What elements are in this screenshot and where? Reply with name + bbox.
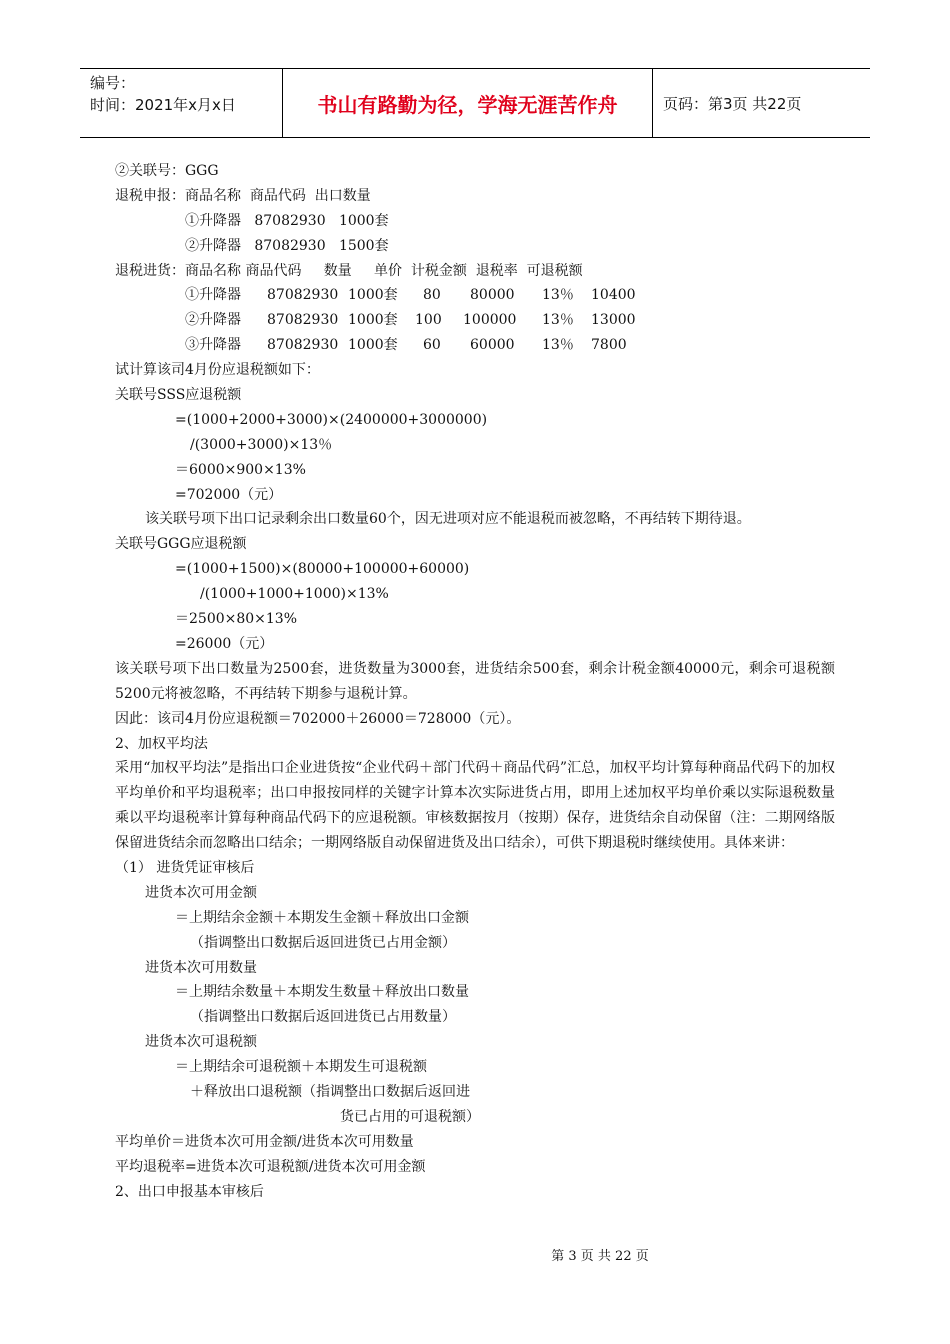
text-line: ②关联号：GGG xyxy=(115,163,219,179)
text-line: 退税申报：商品名称 商品代码 出口数量 xyxy=(115,187,371,204)
formula-line: /(1000+1000+1000)×13% xyxy=(200,586,389,603)
table-row xyxy=(115,308,835,333)
formula-line: ＋释放出口退税额（指调整出口数据后返回进 xyxy=(190,1084,470,1101)
text-line: 平均单价＝进货本次可用金额/进货本次可用数量 xyxy=(115,1133,414,1150)
cell: 100000 xyxy=(463,312,517,329)
text-line: 关联号GGG应退税额 xyxy=(115,536,247,553)
formula-line: ＝6000×900×13% xyxy=(175,461,306,478)
formula-line: ＝上期结余金额＋本期发生金额＋释放出口金额 xyxy=(175,909,469,926)
cell: ①升降器 xyxy=(185,287,241,304)
cell: ②升降器 xyxy=(185,312,241,329)
page-header xyxy=(80,68,870,138)
cell: 87082930 xyxy=(267,287,339,304)
header-motto: 书山有路勤为径，学海无涯苦作舟 xyxy=(283,69,653,137)
cell: 13％ xyxy=(542,287,574,304)
header-page-number: 页码：第3页 共22页 xyxy=(663,94,802,113)
cell: 80000 xyxy=(470,287,515,304)
doc-code-label: 编号： xyxy=(90,74,136,92)
formula-line: =26000（元） xyxy=(175,635,274,652)
formula-line: /(3000+3000)×13％ xyxy=(190,436,333,453)
text-line: ①升降器 87082930 1000套 xyxy=(185,212,389,229)
cell: ③升降器 xyxy=(185,337,241,354)
text-line: 因此：该司4月份应退税额＝702000＋26000＝728000（元）。 xyxy=(115,710,521,727)
text-line: 关联号SSS应退税额 xyxy=(115,387,242,404)
cell: 13％ xyxy=(542,312,574,329)
document-body xyxy=(115,159,835,1205)
cell: 1000套 xyxy=(348,337,398,354)
text-line: ②升降器 87082930 1500套 xyxy=(185,237,389,254)
header-meta xyxy=(80,69,283,137)
text-line: 退税进货：商品名称 商品代码 数量 单价 计税金额 退税率 可退税额 xyxy=(115,262,583,279)
note-line: （指调整出口数据后返回进货已占用金额） xyxy=(190,934,456,951)
text-line: 平均退税率=进货本次可退税额/进货本次可用金额 xyxy=(115,1158,426,1175)
cell: 7800 xyxy=(591,337,627,354)
cell: 13％ xyxy=(542,337,574,354)
paragraph: 该关联号项下出口数量为2500套，进货数量为3000套，进货结余500套，剩余计税金额40000元，剩余可退税额5200元将被忽略，不再结转下期参与退税计算。 xyxy=(115,660,835,702)
cell: 1000套 xyxy=(348,287,398,304)
cell: 87082930 xyxy=(267,337,339,354)
text-line: 该关联号项下出口记录剩余出口数量60个，因无进项对应不能退税而被忽略，不再结转下期待退。 xyxy=(145,511,751,528)
cell: 60 xyxy=(423,337,441,354)
cell: 60000 xyxy=(470,337,515,354)
formula-line: ＝上期结余数量＋本期发生数量＋释放出口数量 xyxy=(175,984,469,1001)
cell: 80 xyxy=(423,287,441,304)
page-footer: 第 3 页 共 22 页 xyxy=(551,1249,649,1264)
formula-line: =(1000+1500)×(80000+100000+60000) xyxy=(175,561,470,578)
text-line: 进货本次可用数量 xyxy=(145,959,257,976)
note-line: （指调整出口数据后返回进货已占用数量） xyxy=(190,1009,456,1026)
cell: 1000套 xyxy=(348,312,398,329)
cell: 13000 xyxy=(591,312,636,329)
formula-line: =702000（元） xyxy=(175,486,283,503)
formula-line: =(1000+2000+3000)×(2400000+3000000) xyxy=(175,411,488,428)
cell: 10400 xyxy=(591,287,636,304)
section-heading: 2、加权平均法 xyxy=(115,735,208,752)
cell: 87082930 xyxy=(267,312,339,329)
text-line: 进货本次可用金额 xyxy=(145,884,257,901)
formula-line: ＝上期结余可退税额＋本期发生可退税额 xyxy=(175,1059,427,1076)
formula-line: 货已占用的可退税额） xyxy=(340,1108,480,1125)
paragraph: 采用“加权平均法”是指出口企业进货按“企业代码＋部门代码＋商品代码”汇总，加权平均计算每种商品代码下的加权平均单价和平均退税率；出口申报按同样的关键字计算本次实际进货占用，即用上述加权平均单价乘以实际退税数量乘以平均退税率计算每种商品代码下的应退税额。审核数据按月（按期）保存，进货结余自动保留（注：二期网络版保留进货结余而忽略出口结余；一期网络版自动保留进货及出口结余），可供下期退税时继续使用。具体来讲： xyxy=(115,760,835,852)
doc-date: 时间：2021年x月x日 xyxy=(90,96,236,114)
formula-line: ＝2500×80×13% xyxy=(175,611,298,628)
text-line: 试计算该司4月份应退税额如下： xyxy=(115,362,320,379)
table-row xyxy=(115,333,835,358)
text-line: 进货本次可退税额 xyxy=(145,1034,257,1051)
table-row xyxy=(115,283,835,308)
section-heading: 2、出口申报基本审核后 xyxy=(115,1183,264,1200)
cell: 100 xyxy=(415,312,442,329)
text-line: （1） 进货凭证审核后 xyxy=(115,860,255,877)
